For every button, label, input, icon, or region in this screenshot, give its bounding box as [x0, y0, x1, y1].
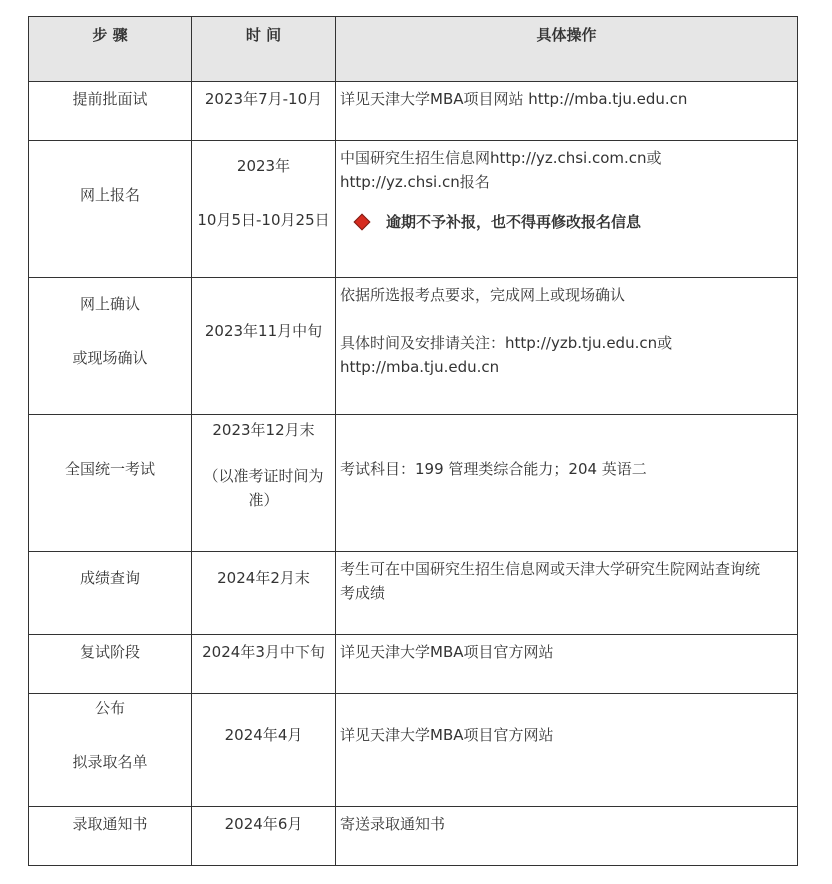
- time-cell: [192, 635, 336, 694]
- header-time: 时 间: [192, 17, 336, 82]
- table-row: [29, 807, 798, 866]
- time-label: 2024年3月中下旬: [202, 643, 325, 661]
- action-text: 详见天津大学MBA项目官方网站: [340, 643, 554, 661]
- time-label: 2023年11月中旬: [204, 322, 323, 340]
- time-cell: [192, 278, 336, 415]
- table-row: [29, 141, 798, 278]
- admission-schedule-table: [28, 16, 798, 866]
- action-cell: [336, 141, 798, 278]
- time-cell: [192, 807, 336, 866]
- step-cell: [29, 141, 192, 278]
- step-label: 提前批面试: [72, 90, 148, 108]
- table-row: [29, 694, 798, 807]
- step-label: 拟录取名单: [72, 753, 148, 771]
- step-label: 成绩查询: [79, 569, 140, 587]
- header-row: [29, 17, 798, 82]
- action-text: 考成绩: [340, 584, 386, 602]
- step-cell: [29, 635, 192, 694]
- step-cell: [29, 807, 192, 866]
- step-label: 网上确认: [79, 295, 140, 313]
- red-diamond-icon: [354, 214, 371, 231]
- step-cell: [29, 694, 192, 807]
- header-step: 步 骤: [29, 17, 192, 82]
- time-label: 2024年4月: [224, 726, 303, 744]
- step-cell: [29, 278, 192, 415]
- time-label: 10月5日-10月25日: [197, 211, 330, 229]
- time-label: 准）: [248, 491, 279, 509]
- time-label: 2024年2月末: [217, 569, 310, 587]
- action-cell: [336, 694, 798, 807]
- step-cell: [29, 552, 192, 635]
- table-row: [29, 82, 798, 141]
- time-cell: [192, 552, 336, 635]
- table-row: [29, 278, 798, 415]
- step-label: 或现场确认: [72, 349, 148, 367]
- action-text: 依据所选报考点要求，完成网上或现场确认: [340, 286, 626, 304]
- action-text: 中国研究生招生信息网http://yz.chsi.com.cn或: [340, 149, 662, 167]
- action-text: 详见天津大学MBA项目网站 http://mba.tju.edu.cn: [340, 90, 688, 108]
- time-cell: [192, 141, 336, 278]
- action-cell: [336, 82, 798, 141]
- table-row: [29, 635, 798, 694]
- step-cell: [29, 82, 192, 141]
- time-label: 2023年7月-10月: [204, 90, 323, 108]
- action-cell: [336, 278, 798, 415]
- action-text: 考生可在中国研究生招生信息网或天津大学研究生院网站查询统: [340, 560, 761, 578]
- action-cell: [336, 415, 798, 552]
- action-text: 详见天津大学MBA项目官方网站: [340, 726, 554, 744]
- warning-note: [340, 210, 793, 234]
- action-cell: [336, 635, 798, 694]
- step-label: 复试阶段: [79, 643, 140, 661]
- header-action: 具体操作: [336, 17, 798, 82]
- table-row: [29, 552, 798, 635]
- action-text: http://yz.chsi.cn报名: [340, 173, 490, 191]
- step-cell: [29, 415, 192, 552]
- action-text: 寄送录取通知书: [340, 815, 446, 833]
- time-label: 2024年6月: [224, 815, 303, 833]
- time-cell: [192, 415, 336, 552]
- time-cell: [192, 694, 336, 807]
- action-cell: [336, 552, 798, 635]
- step-label: 录取通知书: [72, 815, 148, 833]
- step-label: 公布: [94, 699, 125, 717]
- action-text: http://mba.tju.edu.cn: [340, 358, 500, 376]
- time-label: （以准考证时间为: [203, 467, 324, 485]
- time-cell: [192, 82, 336, 141]
- table-row: [29, 415, 798, 552]
- time-label: 2023年12月末: [212, 421, 315, 439]
- time-label: 2023年: [236, 157, 291, 175]
- action-text: 具体时间及安排请关注：http://yzb.tju.edu.cn或: [340, 334, 673, 352]
- step-label: 网上报名: [79, 186, 140, 204]
- warning-text: 逾期不予补报，也不得再修改报名信息: [386, 213, 642, 231]
- action-cell: [336, 807, 798, 866]
- step-label: 全国统一考试: [64, 460, 155, 478]
- action-text: 考试科目：199 管理类综合能力；204 英语二: [340, 460, 647, 478]
